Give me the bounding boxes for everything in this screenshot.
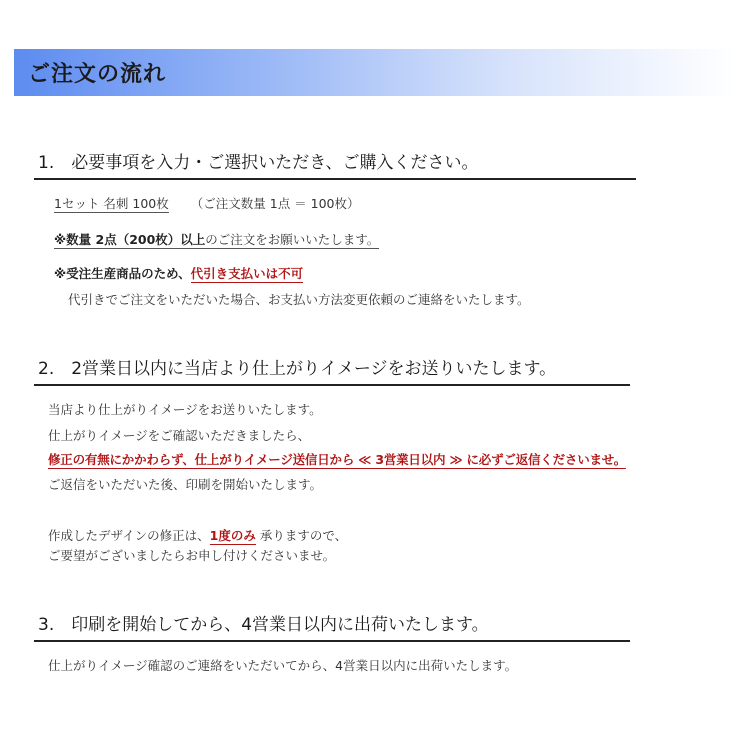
set-equivalence-text: （ご注文数量 1点 ＝ 100枚） — [190, 196, 360, 211]
cod-reason: ※受注生産商品のため、 — [54, 266, 191, 281]
minimum-order-note — [54, 230, 379, 248]
set-info — [54, 194, 360, 212]
shipping-text: 仕上がりイメージ確認のご連絡をいただいてから、4営業日以内に出荷いたします。 — [48, 658, 518, 673]
title-banner — [14, 49, 736, 96]
revision-policy-lead: 作成したデザインの修正は、 — [48, 528, 210, 543]
print-start-text: ご返信をいただいた後、印刷を開始いたします。 — [48, 477, 323, 492]
revision-policy — [48, 526, 347, 544]
reply-deadline-text: 修正の有無にかかわらず、仕上がりイメージ送信日から ≪ 3営業日以内 ≫ に必ずご返信くださいませ。 — [48, 452, 627, 467]
step-3-heading: 3. 印刷を開始してから、4営業日以内に出荷いたします。 — [34, 610, 630, 642]
minimum-quantity: ※数量 2点（200枚）以上 — [54, 232, 206, 247]
proof-send-text: 当店より仕上がりイメージをお送りいたします。 — [48, 402, 322, 417]
request-text: ご要望がございましたらお申し付けくださいませ。 — [48, 548, 336, 563]
cod-not-allowed: 代引き支払いは不可 — [190, 266, 304, 281]
cod-followup-text: 代引きでご注文をいただいた場合、お支払い方法変更依頼のご連絡をいたします。 — [68, 292, 530, 307]
cod-notice — [54, 264, 303, 282]
revision-limit: 1度のみ — [209, 528, 256, 543]
revision-policy-tail: 承りますので、 — [255, 528, 348, 543]
page-title: ご注文の流れ — [28, 62, 167, 87]
minimum-request: のご注文をお願いいたします。 — [205, 232, 380, 247]
reply-deadline-notice — [48, 450, 626, 468]
proof-confirm-text: 仕上がりイメージをご確認いただきましたら、 — [48, 428, 311, 443]
step-1-heading: 1. 必要事項を入力・ご選択いただき、ご購入ください。 — [34, 148, 636, 180]
minimum-order-text — [54, 232, 379, 249]
step-2-heading: 2. 2営業日以内に当店より仕上がりイメージをお送りいたします。 — [34, 354, 630, 386]
set-quantity-text: 1セット 名刺 100枚 — [54, 196, 169, 211]
